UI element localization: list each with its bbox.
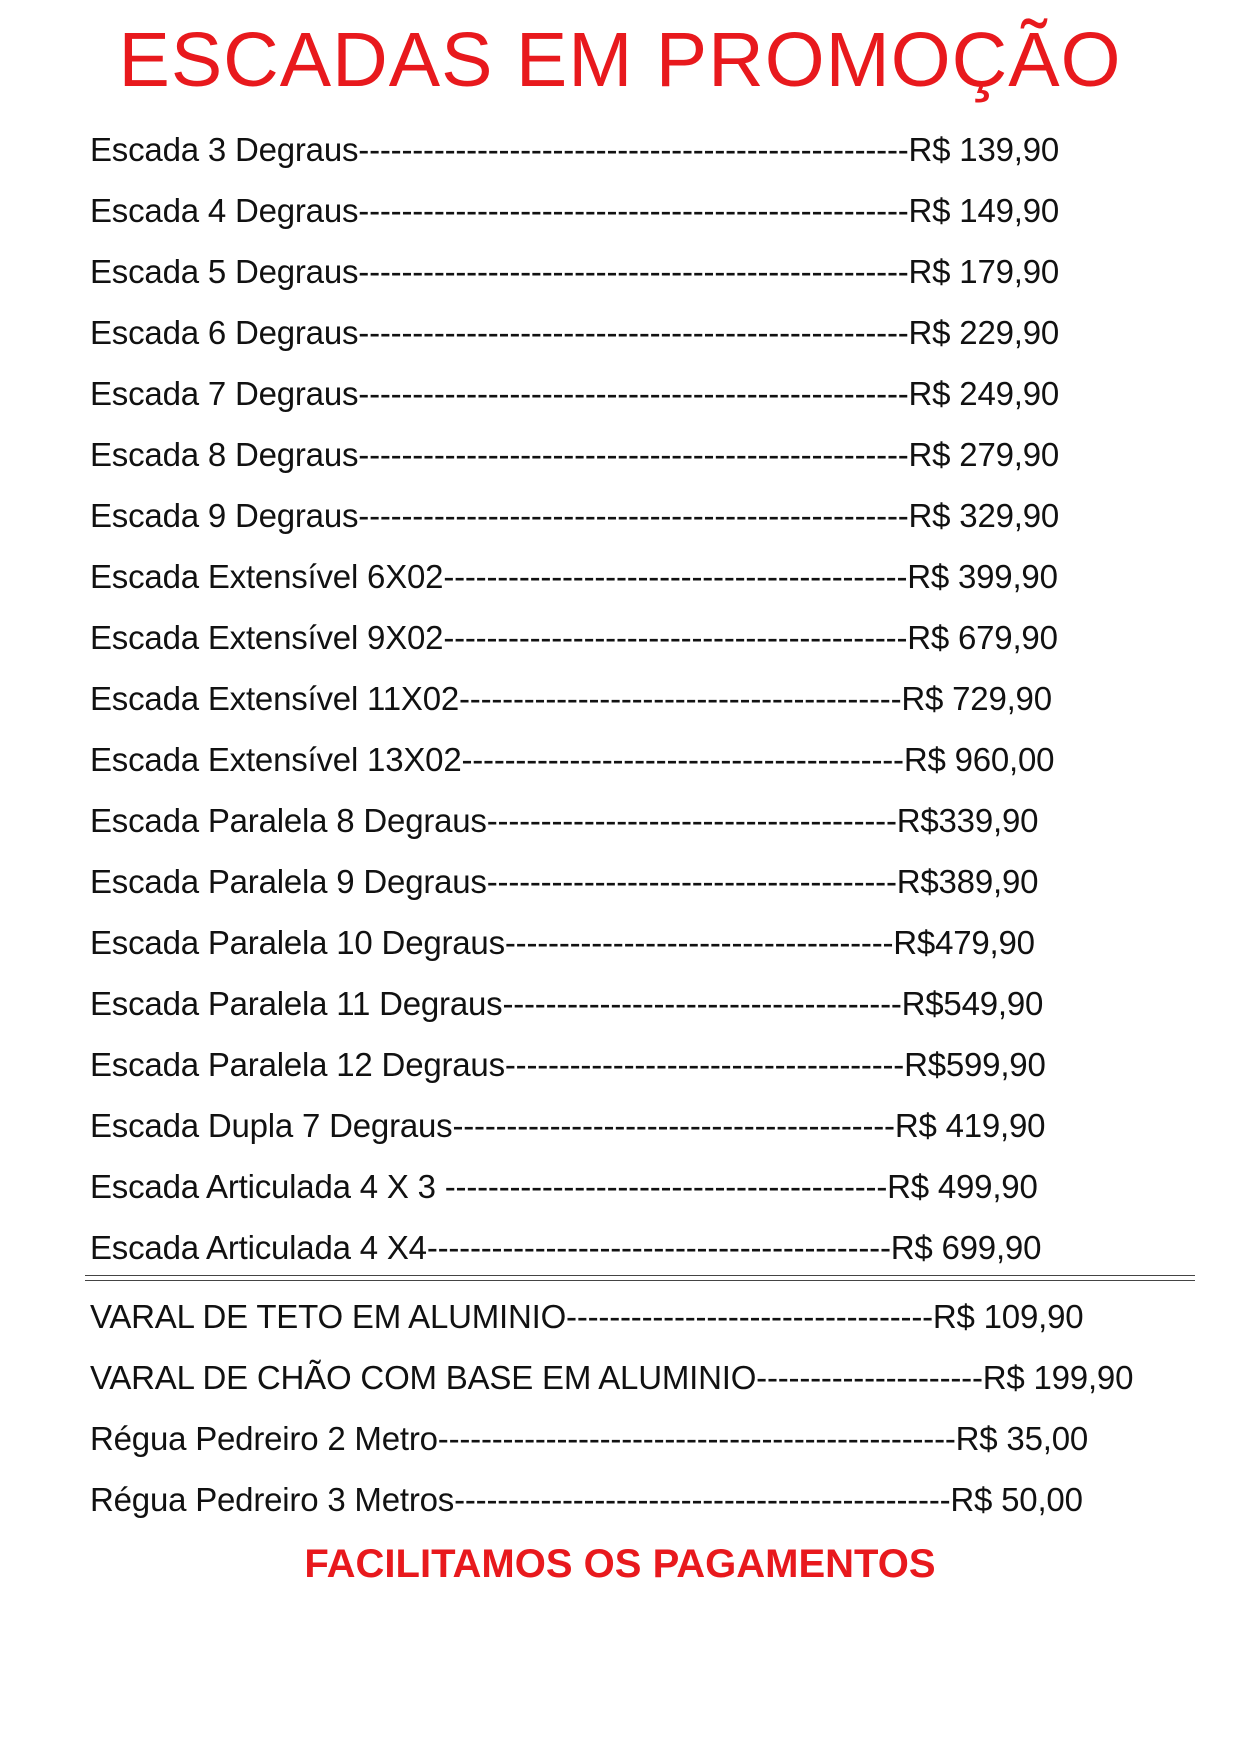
price-line-escada-7-degraus: Escada 7 Degraus---------------------------------------------------R$ 249,90: [90, 375, 1060, 412]
price-line-escada-articulada-4x3: Escada Articulada 4 X 3 -----------------------------------------R$ 499,90: [90, 1168, 1038, 1205]
section-divider-top: [85, 1275, 1195, 1276]
price-line-regua-2-metro: Régua Pedreiro 2 Metro------------------------------------------------R$ 35,00: [90, 1420, 1089, 1457]
price-line-escada-extensivel-6x02: Escada Extensível 6X02-------------------------------------------R$ 399,90: [90, 558, 1058, 595]
price-line-escada-4-degraus: Escada 4 Degraus---------------------------------------------------R$ 149,90: [90, 192, 1060, 229]
price-line-varal-de-chao: VARAL DE CHÃO COM BASE EM ALUMINIO---------------------R$ 199,90: [90, 1359, 1134, 1396]
price-line-escada-dupla-7-degraus: Escada Dupla 7 Degraus-----------------------------------------R$ 419,90: [90, 1107, 1046, 1144]
price-line-escada-paralela-9-degraus: Escada Paralela 9 Degraus--------------------------------------R$389,90: [90, 863, 1039, 900]
price-line-escada-extensivel-9x02: Escada Extensível 9X02-------------------------------------------R$ 679,90: [90, 619, 1058, 656]
section-divider-bottom: [85, 1280, 1195, 1281]
price-line-escada-8-degraus: Escada 8 Degraus---------------------------------------------------R$ 279,90: [90, 436, 1060, 473]
price-line-varal-de-teto: VARAL DE TETO EM ALUMINIO----------------------------------R$ 109,90: [90, 1298, 1084, 1335]
price-line-escada-extensivel-13x02: Escada Extensível 13X02-----------------------------------------R$ 960,00: [90, 741, 1055, 778]
page-title: ESCADAS EM PROMOÇÃO: [118, 17, 1122, 103]
price-line-escada-paralela-11-degraus: Escada Paralela 11 Degraus-------------------------------------R$549,90: [90, 985, 1044, 1022]
price-line-escada-paralela-12-degraus: Escada Paralela 12 Degraus-------------------------------------R$599,90: [90, 1046, 1046, 1083]
price-line-escada-9-degraus: Escada 9 Degraus---------------------------------------------------R$ 329,90: [90, 497, 1060, 534]
payment-footer: FACILITAMOS OS PAGAMENTOS: [304, 1542, 936, 1586]
price-line-escada-articulada-4x4: Escada Articulada 4 X4-------------------------------------------R$ 699,90: [90, 1229, 1042, 1266]
price-line-escada-paralela-8-degraus: Escada Paralela 8 Degraus--------------------------------------R$339,90: [90, 802, 1039, 839]
price-line-escada-extensivel-11x02: Escada Extensível 11X02-----------------------------------------R$ 729,90: [90, 680, 1052, 717]
price-line-escada-3-degraus: Escada 3 Degraus---------------------------------------------------R$ 139,90: [90, 131, 1060, 168]
price-line-regua-3-metros: Régua Pedreiro 3 Metros----------------------------------------------R$ 50,00: [90, 1481, 1083, 1518]
price-line-escada-5-degraus: Escada 5 Degraus---------------------------------------------------R$ 179,90: [90, 253, 1060, 290]
price-line-escada-paralela-10-degraus: Escada Paralela 10 Degraus------------------------------------R$479,90: [90, 924, 1035, 961]
price-line-escada-6-degraus: Escada 6 Degraus---------------------------------------------------R$ 229,90: [90, 314, 1060, 351]
